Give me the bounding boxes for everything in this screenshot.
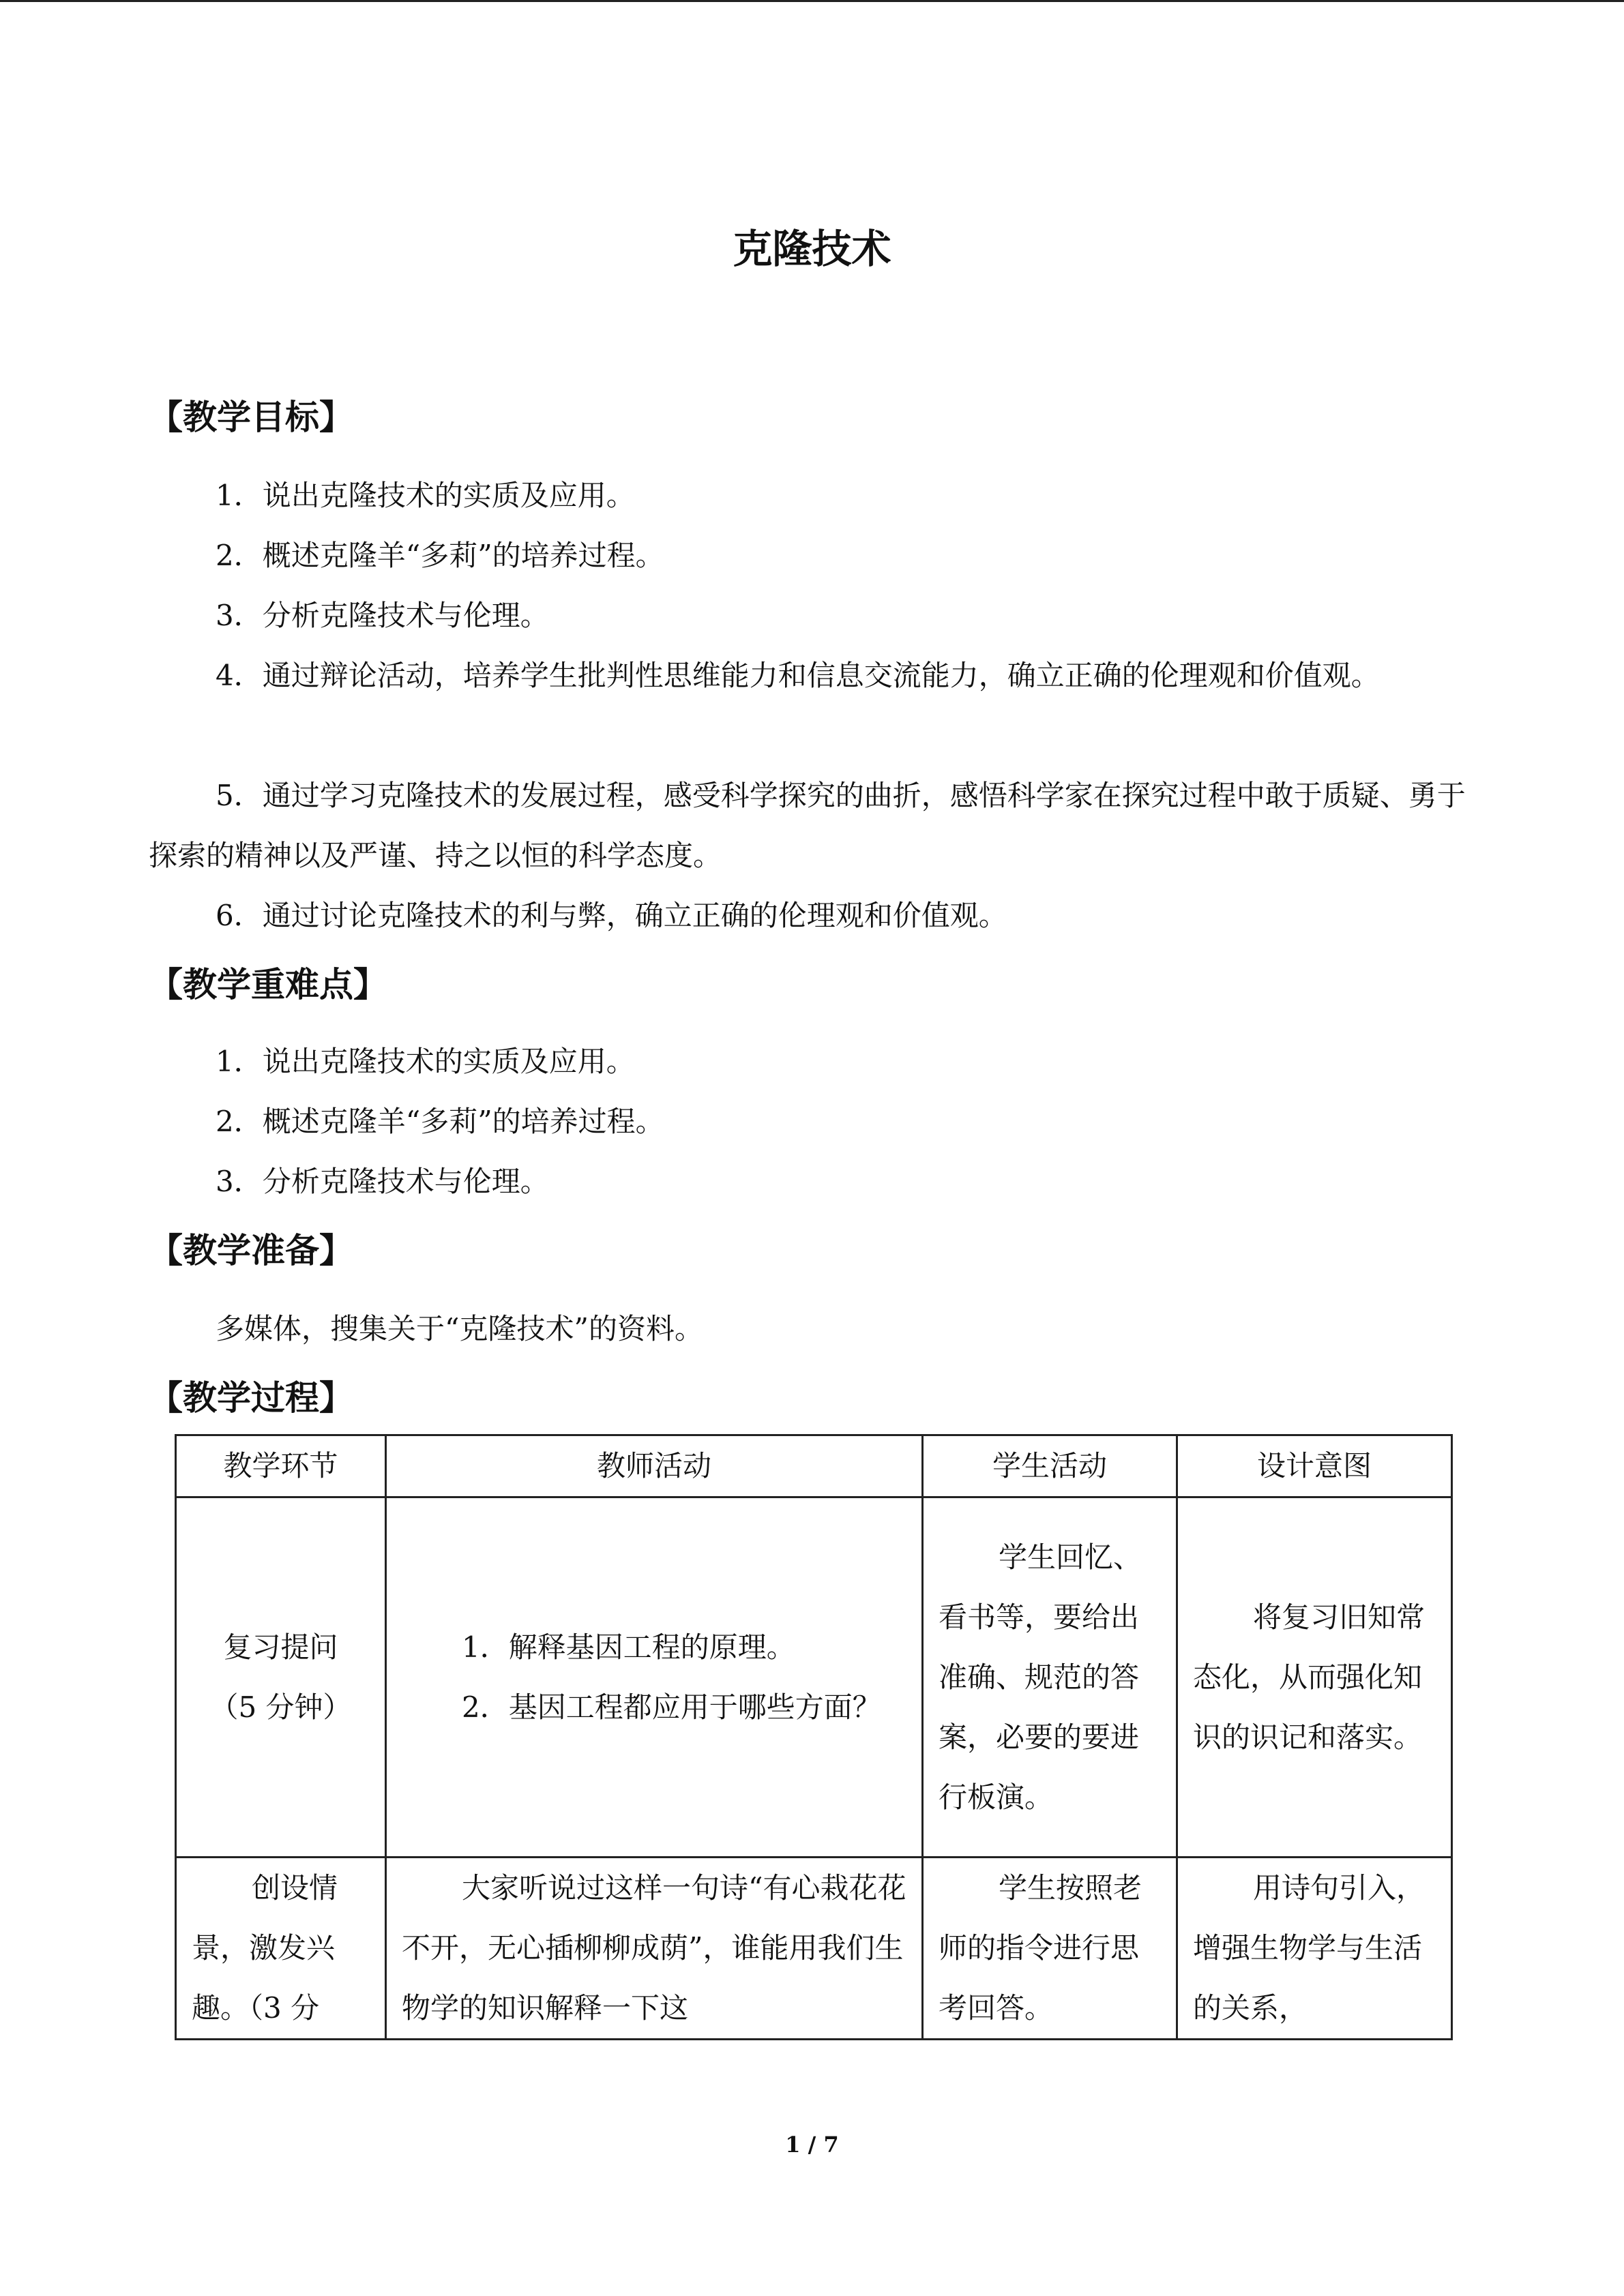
table-row <box>176 1858 1452 2040</box>
table-header-cell: 设计意图 <box>1177 1435 1452 1497</box>
table-header-cell: 教学环节 <box>176 1435 386 1497</box>
teacher-activity-item: 1．解释基因工程的原理。 <box>462 1630 795 1664</box>
table-header-row <box>176 1435 1452 1497</box>
design-intent-cell: 用诗句引入，增强生物学与生活的关系， <box>1177 1858 1452 2040</box>
teacher-activity-item: 2．基因工程都应用于哪些方面？ <box>462 1690 881 1724</box>
page-number: 1 / 7 <box>785 2132 839 2158</box>
page-top-border <box>0 0 1624 2</box>
table-row <box>176 1497 1452 1858</box>
teaching-process-table <box>175 1434 1453 2040</box>
stage-cell: 创设情景，激发兴趣。（3 分 <box>176 1858 386 2040</box>
table-header-cell: 教师活动 <box>386 1435 923 1497</box>
key-point-item: 1．说出克隆技术的实质及应用。 <box>216 1045 635 1078</box>
section-heading-key-points: 【教学重难点】 <box>149 965 387 1004</box>
key-point-item: 2．概述克隆羊“多莉”的培养过程。 <box>216 1105 664 1138</box>
goal-item: 2．概述克隆羊“多莉”的培养过程。 <box>216 539 664 572</box>
student-activity-cell: 学生回忆、看书等，要给出准确、规范的答案，必要的要进行板演。 <box>923 1497 1177 1858</box>
stage-cell <box>176 1497 386 1858</box>
table-header-cell: 学生活动 <box>923 1435 1177 1497</box>
page-title: 克隆技术 <box>733 226 891 272</box>
student-activity-cell: 学生按照老师的指令进行思考回答。 <box>923 1858 1177 2040</box>
stage-label: 复习提问 <box>223 1630 338 1664</box>
section-heading-preparation: 【教学准备】 <box>149 1231 353 1270</box>
goal-item: 3．分析克隆技术与伦理。 <box>216 599 549 632</box>
goal-item: 5．通过学习克隆技术的发展过程，感受科学探究的曲折，感悟科学家在探究过程中敢于质疑、勇于探索的精神以及严谨、持之以恒的科学态度。 <box>149 779 1466 872</box>
design-intent-cell: 将复习旧知常态化，从而强化知识的识记和落实。 <box>1177 1497 1452 1858</box>
preparation-text: 多媒体，搜集关于“克隆技术”的资料。 <box>216 1312 703 1345</box>
teacher-activity-cell: 大家听说过这样一句诗“有心栽花花不开，无心插柳柳成荫”，谁能用我们生物学的知识解释一下这 <box>386 1858 923 2040</box>
key-point-item: 3．分析克隆技术与伦理。 <box>216 1165 549 1198</box>
stage-duration: （5 分钟） <box>209 1690 352 1724</box>
teacher-activity-cell <box>386 1497 923 1858</box>
section-heading-goals: 【教学目标】 <box>149 398 353 437</box>
goal-item: 6．通过讨论克隆技术的利与弊，确立正确的伦理观和价值观。 <box>216 899 1007 932</box>
goal-item: 1．说出克隆技术的实质及应用。 <box>216 479 635 512</box>
section-heading-process: 【教学过程】 <box>149 1378 353 1418</box>
goal-item: 4．通过辩论活动，培养学生批判性思维能力和信息交流能力，确立正确的伦理观和价值观。 <box>216 659 1380 692</box>
